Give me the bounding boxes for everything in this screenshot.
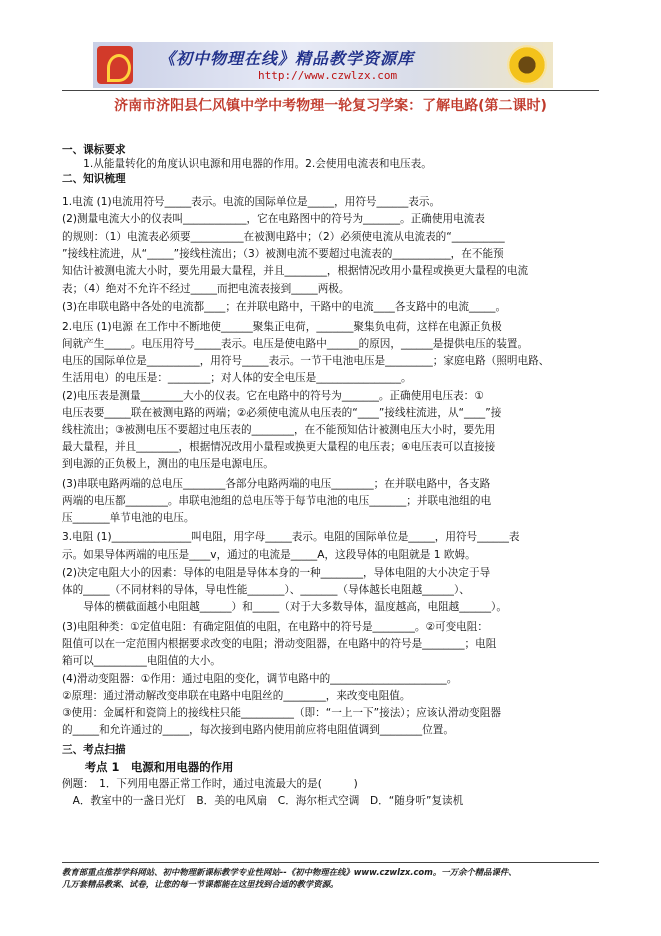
text-line: 表；（4）绝对不允许不经过_____而把电流表接到_____两极。: [62, 283, 350, 295]
text-line: 二、知识梳理: [62, 173, 126, 185]
text-line: 1.从能量转化的角度认识电源和用电器的作用。2.会使用电流表和电压表。: [62, 158, 432, 170]
text-line: 阻值可以在一定范围内根据要求改变的电阻；滑动变阻器，在电路中的符号是________；电阻: [62, 638, 497, 650]
text-line: ③使用：金属杆和瓷筒上的接线柱只能__________（即：“一上一下”接法）；应该认滑动变阻器: [62, 707, 501, 719]
text-line: 线柱流出；③被测电压不要超过电压表的________，在不能预知估计被测电压大小时，要先用: [62, 424, 496, 436]
text-line: (2)电压表是测量________大小的仪表。它在电路中的符号为_______。正确使用电压表：①: [62, 390, 484, 402]
text-line: 考点 1 电源和用电器的作用: [62, 760, 234, 774]
text-line: 三、考点扫描: [62, 744, 126, 756]
footer-line-2: 几万套精品教案、试卷，让您的每一节课都能在这里找到合适的教学资源。: [62, 879, 339, 889]
text-line: 箱可以__________电阻值的大小。: [62, 655, 221, 667]
text-line: 的规则：（1）电流表必须要__________在被测电路中；（2）必须使电流从电流表的“__________: [62, 231, 505, 243]
text-line: 例题： 1．下列用电器正常工作时，通过电流最大的是( ): [62, 778, 358, 790]
document-title: 济南市济阳县仁风镇中学中考物理一轮复习学案：了解电路(第二课时): [114, 98, 547, 114]
text-line: 1.电流 (1)电流用符号_____表示。电流的国际单位是_____，用符号______表示。: [62, 196, 441, 208]
text-line: (2)测量电流大小的仪表叫____________，它在电路图中的符号为_______。正确使用电流表: [62, 213, 485, 225]
banner-url[interactable]: http://www.czwlzx.com: [258, 69, 398, 82]
footer-line-1: 教育部重点推荐学科网站、初中物理新课标教学专业性网站--《初中物理在线》www.czwlzx.com。一万余个精品课件、: [62, 867, 517, 877]
text-line: 到电源的正负极上，测出的电压是电源电压。: [62, 458, 274, 470]
text-line: 压_______单节电池的电压。: [62, 512, 195, 524]
text-line: (2)决定电阻大小的因素：导体的电阻是导体本身的一种________，导体电阻的大小决定于导: [62, 567, 491, 579]
text-line: 最大量程，并且________，根据情况改用小量程或换更大量程的电压表；④电压表可以直接接: [62, 441, 496, 453]
header-divider: [62, 90, 599, 91]
text-line: 知估计被测电流大小时，要先用最大量程，并且________，根据情况改用小量程或换更大量程的电流: [62, 265, 529, 277]
text-line: 电压的国际单位是__________，用符号_____表示。一节干电池电压是_________；家庭电路（照明电路、: [62, 355, 550, 367]
text-line: ”接线柱流进，从“_____”接线柱流出；（3）被测电流不要超过电流表的___________，在不能预: [62, 248, 504, 260]
text-line: 示。如果导体两端的电压是____v，通过的电流是_____A，这段导体的电阻就是 1 欧姆。: [62, 549, 476, 561]
text-line: (4)滑动变阻器：①作用：通过电阻的变化，调节电路中的______________________。: [62, 673, 458, 685]
text-line: 电压表要_____联在被测电路的两端；②必须使电流从电压表的“____”接线柱流进，从“____”接: [62, 407, 502, 419]
text-line: 的_____和允许通过的_____，每次接到电路内使用前应将电阻值调到________位置。: [62, 724, 454, 736]
site-logo-icon: [97, 46, 133, 84]
text-line: (3)电阻种类：①定值电阻：有确定阻值的电阻，在电路中的符号是________。②可变电阻：: [62, 621, 488, 633]
header-banner: [93, 42, 553, 88]
text-line: 2.电压 (1)电源 在工作中不断地使______聚集正电荷，_______聚集负电荷，这样在电源正负极: [62, 321, 502, 333]
text-line: (3)串联电路两端的总电压________各部分电路两端的电压________；在并联电路中，各支路: [62, 478, 491, 490]
text-line: 一、课标要求: [62, 144, 126, 156]
sunflower-icon: [507, 45, 547, 85]
text-line: (3)在串联电路中各处的电流都____；在并联电路中，干路中的电流____各支路中的电流_____。: [62, 301, 507, 313]
text-line: 体的_____（不同材料的导体，导电性能_______）、_______（导体越长电阻越______）、: [62, 584, 470, 596]
text-line: 生活用电）的电压是：________；对人体的安全电压是________________。: [62, 372, 412, 384]
text-line: 导体的横截面越小电阻越______）和_____（对于大多数导体，温度越高，电阻越______）。: [62, 601, 507, 613]
text-line: 3.电阻 (1)_______________叫电阻，用字母_____表示。电阻的国际单位是_____，用符号______表: [62, 531, 520, 543]
text-line: 间就产生_____。电压用符号_____表示。电压是使电路中______的原因，______是提供电压的装置。: [62, 338, 529, 350]
banner-title: 《初中物理在线》精品教学资源库: [159, 49, 415, 68]
text-line: 两端的电压都________。串联电池组的总电压等于每节电池的电压_______；并联电池组的电: [62, 495, 492, 507]
text-line: ②原理：通过滑动解改变串联在电路中电阻丝的________，来改变电阻值。: [62, 690, 411, 702]
footer-divider: [62, 862, 599, 863]
text-line: A．教室中的一盏日光灯 B．美的电风扇 C．海尔柜式空调 D．“随身听”复读机: [62, 795, 464, 807]
